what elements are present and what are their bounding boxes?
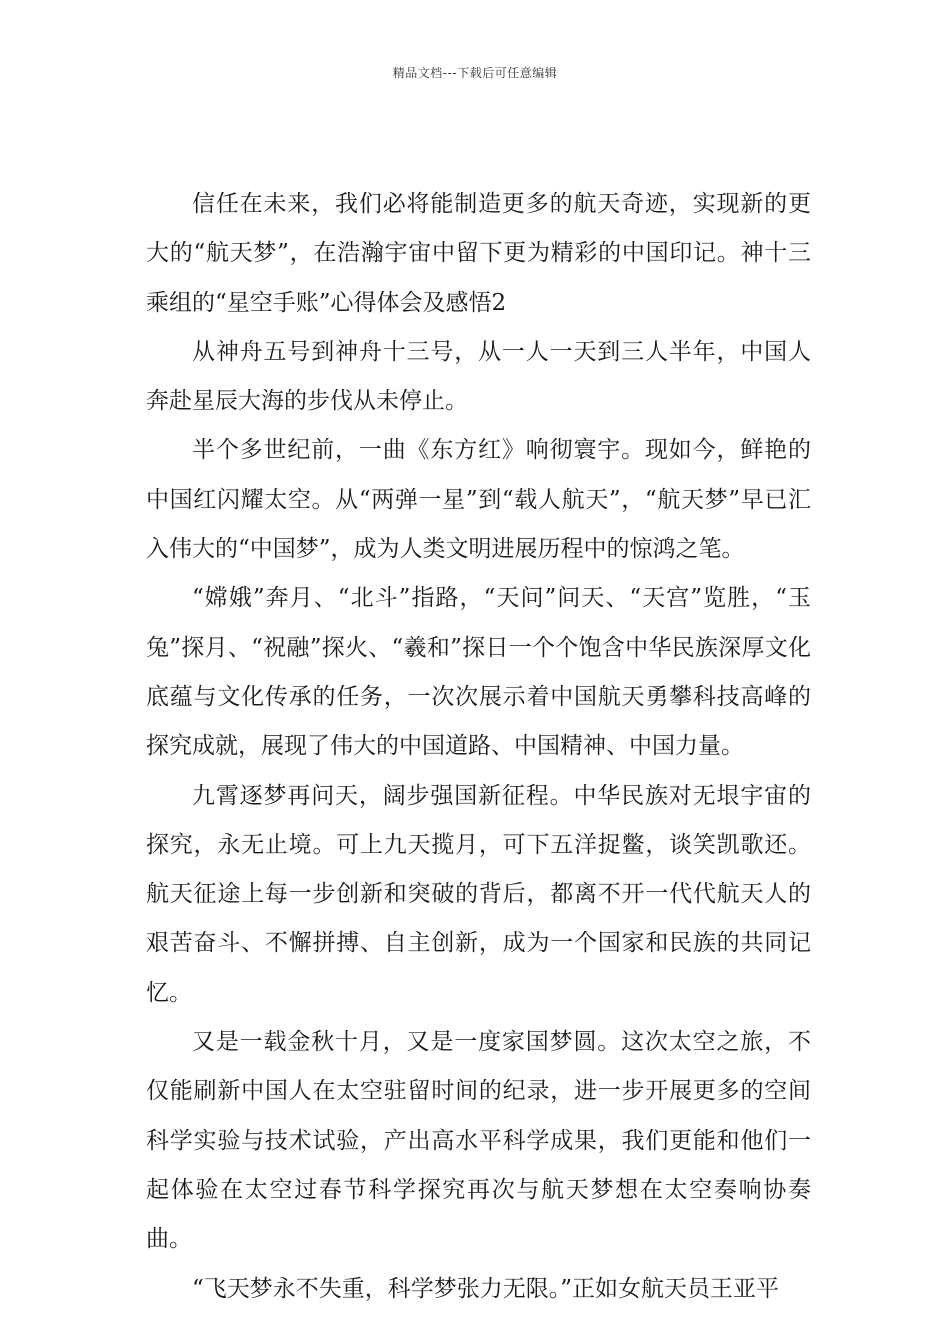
paragraph-6: 又是一载金秋十月，又是一度家国梦圆。这次太空之旅，不仅能刷新中国人在太空驻留时间的纪录，进一步开展更多的空间科学实验与技术试验，产出高水平科学成果，我们更能和他们一起体验在太空过春节科学探究再次与航天梦想在太空奏响协奏曲。 — [146, 1029, 811, 1253]
paragraph-1: 信任在未来，我们必将能制造更多的航天奇迹，实现新的更大的“航天梦”，在浩瀚宇宙中留下更为精彩的中国印记。神十三乘组的“星空手账”心得体会及感悟2 — [146, 191, 811, 316]
paragraph-5: 九霄逐梦再问天，阔步强国新征程。中华民族对无垠宇宙的探究，永无止境。可上九天揽月，可下五洋捉鳖，谈笑凯歌还。航天征途上每一步创新和突破的背后，都离不开一代代航天人的艰苦奋斗、不懈拼搏、自主创新，成为一个国家和民族的共同记忆。 — [146, 782, 811, 1006]
paragraph-4: “嫦娥”奔月、“北斗”指路，“天问”问天、“天宫”览胜，“玉兔”探月、“祝融”探火、“羲和”探日一个个饱含中华民族深厚文化底蕴与文化传承的任务，一次次展示着中国航天勇攀科技高峰的探究成就，展现了伟大的中国道路、中国精神、中国力量。 — [146, 585, 811, 760]
page-header: 精品文档---下载后可任意编辑 — [392, 66, 558, 80]
paragraph-3: 半个多世纪前，一曲《东方红》响彻寰宇。现如今，鲜艳的中国红闪耀太空。从“两弹一星”到“载人航天”，“航天梦”早已汇入伟大的“中国梦”，成为人类文明进展历程中的惊鸿之笔。 — [146, 437, 811, 563]
paragraph-7: “飞天梦永不失重，科学梦张力无限。”正如女航天员王亚平 — [192, 1275, 780, 1302]
paragraph-2: 从神舟五号到神舟十三号，从一人一天到三人半年，中国人奔赴星辰大海的步伐从未停止。 — [146, 338, 811, 415]
document-body — [146, 180, 811, 1314]
